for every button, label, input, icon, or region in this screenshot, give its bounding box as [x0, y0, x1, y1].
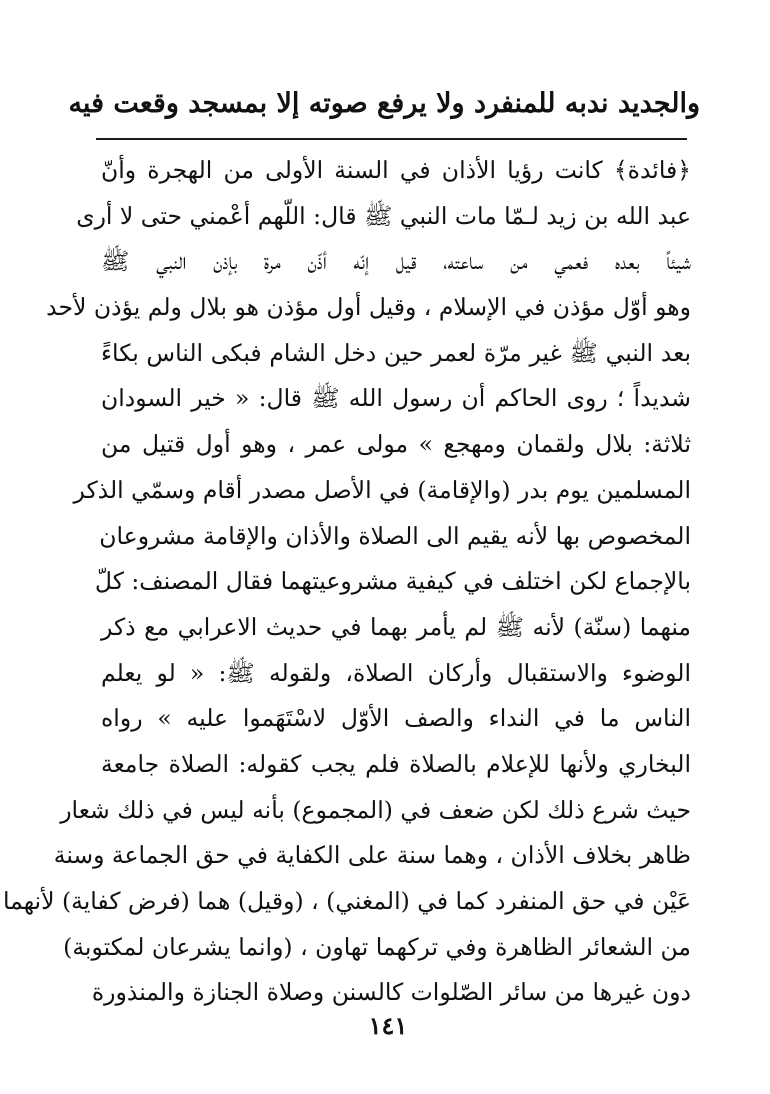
text-line: شيئاً بعده فعمي من ساعته، قيل إنّه أذّن مرة بإذن النبي ﷺ: [101, 247, 691, 276]
text-line: حيث شرع ذلك لكن ضعف في (المجموع) بأنه ليس في ذلك شعار: [60, 795, 691, 824]
text-line: من الشعائر الظاهرة وفي تركهما تهاون ، (وانما يشرعان لمكتوبة): [63, 932, 691, 961]
page-number: ١٤١: [368, 1011, 408, 1040]
text-line: ثلاثة: بلال ولقمان ومهجع » مولى عمر ، وهو أول قتيل من: [101, 430, 691, 459]
body-text: [2, 148, 691, 1016]
text-line: ظاهر بخلاف الأذان ، وهما سنة على الكفاية في حق الجماعة وسنة: [53, 841, 691, 870]
text-line: البخاري ولأنها للإعلام بالصلاة فلم يجب كقوله: الصلاة جامعة: [101, 749, 691, 778]
text-line: وهو أوّل مؤذن في الإسلام ، وقيل أول مؤذن هو بلال ولم يؤذن لأحد: [46, 293, 691, 322]
text-line: عَيْن في حق المنفرد كما في (المغني) ، (وقيل) هما (فرض كفاية) لأنهما: [2, 887, 691, 915]
text-line: ﴿فائدة﴾ كانت رؤيا الأذان في السنة الأولى من الهجرة وأنّ: [101, 156, 691, 184]
text-line: المخصوص بها لأنه يقيم الى الصلاة والأذان والإقامة مشروعان: [99, 521, 691, 550]
text-line: عبد الله بن زيد لـمّا مات النبي ﷺ قال: اللّهم أعْمني حتى لا أرى: [76, 201, 691, 230]
text-line: شديداً ؛ روى الحاكم أن رسول الله ﷺ قال: « خير السودان: [101, 384, 691, 413]
text-line: دون غيرها من سائر الصّلوات كالسنن وصلاة الجنازة والمنذورة: [91, 978, 691, 1007]
text-line: الناس ما في النداء والصف الأوّل لاسْتَهَموا عليه » رواه: [101, 704, 691, 733]
text-line: المسلمين يوم بدر (والإقامة) في الأصل مصدر أقام وسمّي الذكر: [73, 475, 691, 504]
running-header: والجديد ندبه للمنفرد ولا يرفع صوته إلا بمسجد وقعت فيه: [68, 88, 700, 119]
header-divider: [96, 138, 687, 140]
text-line: الوضوء والاستقبال وأركان الصلاة، ولقوله ﷺ: « لو يعلم: [101, 658, 691, 687]
text-line: بعد النبي ﷺ غير مرّة لعمر حين دخل الشام فبكى الناس بكاءً: [101, 338, 691, 367]
text-line: منهما (سنّة) لأنه ﷺ لم يأمر بهما في حديث الاعرابي مع ذكر: [101, 612, 691, 641]
text-line: بالإجماع لكن اختلف في كيفية مشروعيتهما فقال المصنف: كلّ: [94, 567, 691, 596]
